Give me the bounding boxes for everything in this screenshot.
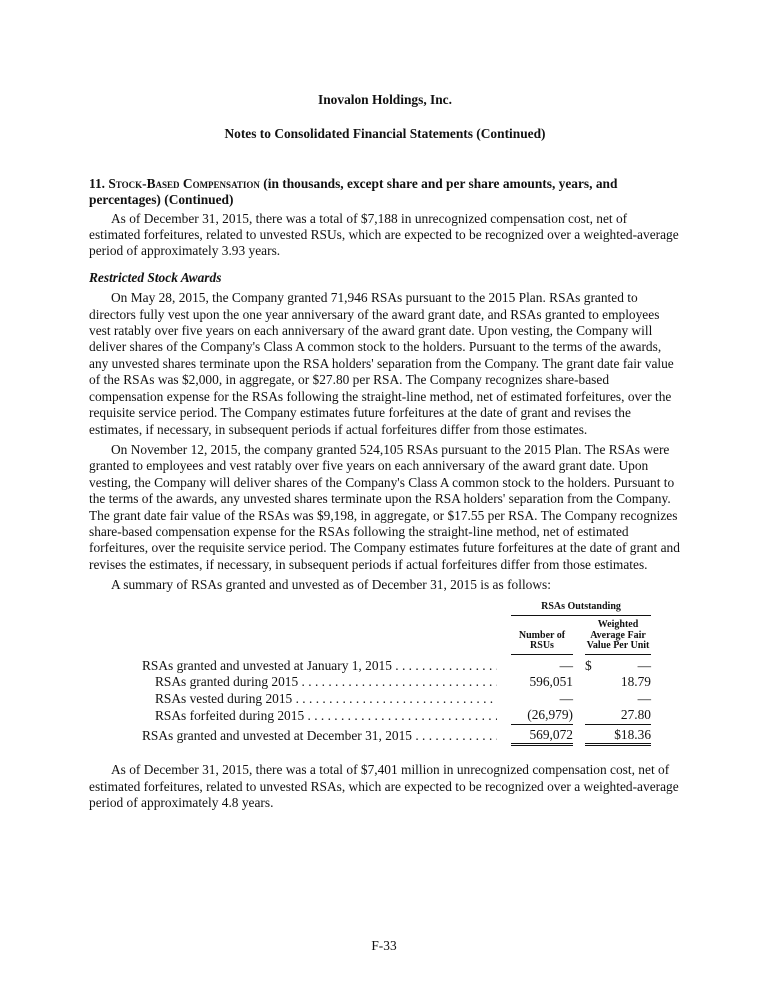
row-label: RSAs granted and unvested at December 31, 2015 . . . [89, 724, 497, 744]
table-row-total [89, 724, 681, 744]
page-body [89, 92, 681, 811]
paragraph-november-grant: On November 12, 2015, the company granted 524,105 RSAs pursuant to the 2015 Plan. The RSAs were granted to employees and vest ratably over five years on each anniversary of the award grant date. Upon vesting, the Company will deliver shares of the Company's Class A common stock to the holders. Pursuant to the terms of the awards, any unvested shares terminate upon the RSA holders' separation from the Company. The grant date fair value of the RSAs was $9,198, in aggregate, or $17.55 per RSA. The Company recognizes share-based compensation expense for the RSAs following the straight-line method, net of estimated forfeitures, over the requisite service period. The Company estimates future forfeitures at the date of grant and revises the estimates, if necessary, in subsequent periods if actual forfeitures differ from those estimates. [89, 441, 680, 572]
group-header: RSAs Outstanding [511, 602, 651, 616]
subheading-restricted-stock-awards: Restricted Stock Awards [89, 269, 222, 285]
row-number: — [559, 690, 573, 706]
row-dollar [585, 724, 599, 744]
section-number: 11. [89, 175, 105, 191]
paragraph-rsa-cost: As of December 31, 2015, there was a total of $7,401 million in unrecognized compensation cost, net of estimated forfeitures, related to unvested RSAs, which are expected to be recognized over a weighted-average period of approximately 4.8 years. [89, 762, 679, 810]
company-name: Inovalon Holdings, Inc. [318, 92, 452, 107]
row-dollar: $ [585, 658, 592, 674]
row-dollar [585, 674, 599, 690]
paragraph-summary-intro: A summary of RSAs granted and unvested as of December 31, 2015 is as follows: [111, 577, 551, 593]
table-row [89, 691, 681, 707]
table-row [89, 707, 681, 724]
row-label: RSAs vested during 2015 . . . [89, 691, 497, 707]
row-label: RSAs granted during 2015 . . . [89, 674, 497, 690]
section-title: Stock-Based Compensation [108, 175, 260, 191]
section-heading [89, 176, 681, 209]
paragraph-may-grant: On May 28, 2015, the Company granted 71,946 RSAs pursuant to the 2015 Plan. RSAs granted to directors fully vest upon the one year anniversary of the award grant date, and RSAs granted to employees vest ratably over five years on each anniversary of the award grant date. Upon vesting, the Company will deliver shares of the Company's Class A common stock to the holders. Pursuant to the terms of the awards, any unvested shares terminate upon the RSA holders' separation from the Company. The grant date fair value of the RSAs was $2,000, in aggregate, or $27.80 per RSA. The Company recognizes share-based compensation expense for the RSAs following the straight-line method, net of estimated forfeitures, over the requisite service period. The Company estimates future forfeitures at the date of grant and revises the estimates, if necessary, in subsequent periods if actual forfeitures differ from those estimates. [89, 290, 674, 437]
row-dollar [585, 691, 599, 707]
row-value: 27.80 [599, 707, 651, 724]
row-number: 569,072 [511, 724, 573, 744]
row-number: — [559, 658, 573, 674]
row-label: RSAs granted and unvested at January 1, 2015 . . . [89, 658, 497, 674]
row-value: 18.79 [620, 674, 652, 690]
row-value: $18.36 [599, 724, 651, 744]
row-value: — [637, 658, 652, 674]
paragraph-rsu-cost: As of December 31, 2015, there was a total of $7,188 in unrecognized compensation cost, net of estimated forfeitures, related to unvested RSUs, which are expected to be recognized over a weighted-average period of approximately 3.93 years. [89, 210, 679, 259]
col-header-fair-value: Weighted Average Fair Value Per Unit [585, 616, 651, 655]
row-number: 596,051 [529, 674, 573, 690]
table-row [89, 658, 681, 674]
row-number: (26,979) [511, 707, 573, 724]
col-header-number: Number of RSUs [511, 616, 573, 655]
table-group-header-row [89, 602, 681, 616]
page-number: F-33 [371, 938, 397, 953]
row-label: RSAs forfeited during 2015 . . . [89, 707, 497, 724]
table-row [89, 674, 681, 690]
rsa-summary-table [89, 602, 681, 747]
table-header-row [89, 616, 681, 655]
page-subtitle: Notes to Consolidated Financial Statements (Continued) [224, 126, 546, 142]
section-qualifier: (in thousands, except share and per share amounts, years, and percentages) (Continued) [89, 175, 618, 208]
row-value: — [637, 690, 652, 706]
row-dollar [585, 707, 599, 724]
